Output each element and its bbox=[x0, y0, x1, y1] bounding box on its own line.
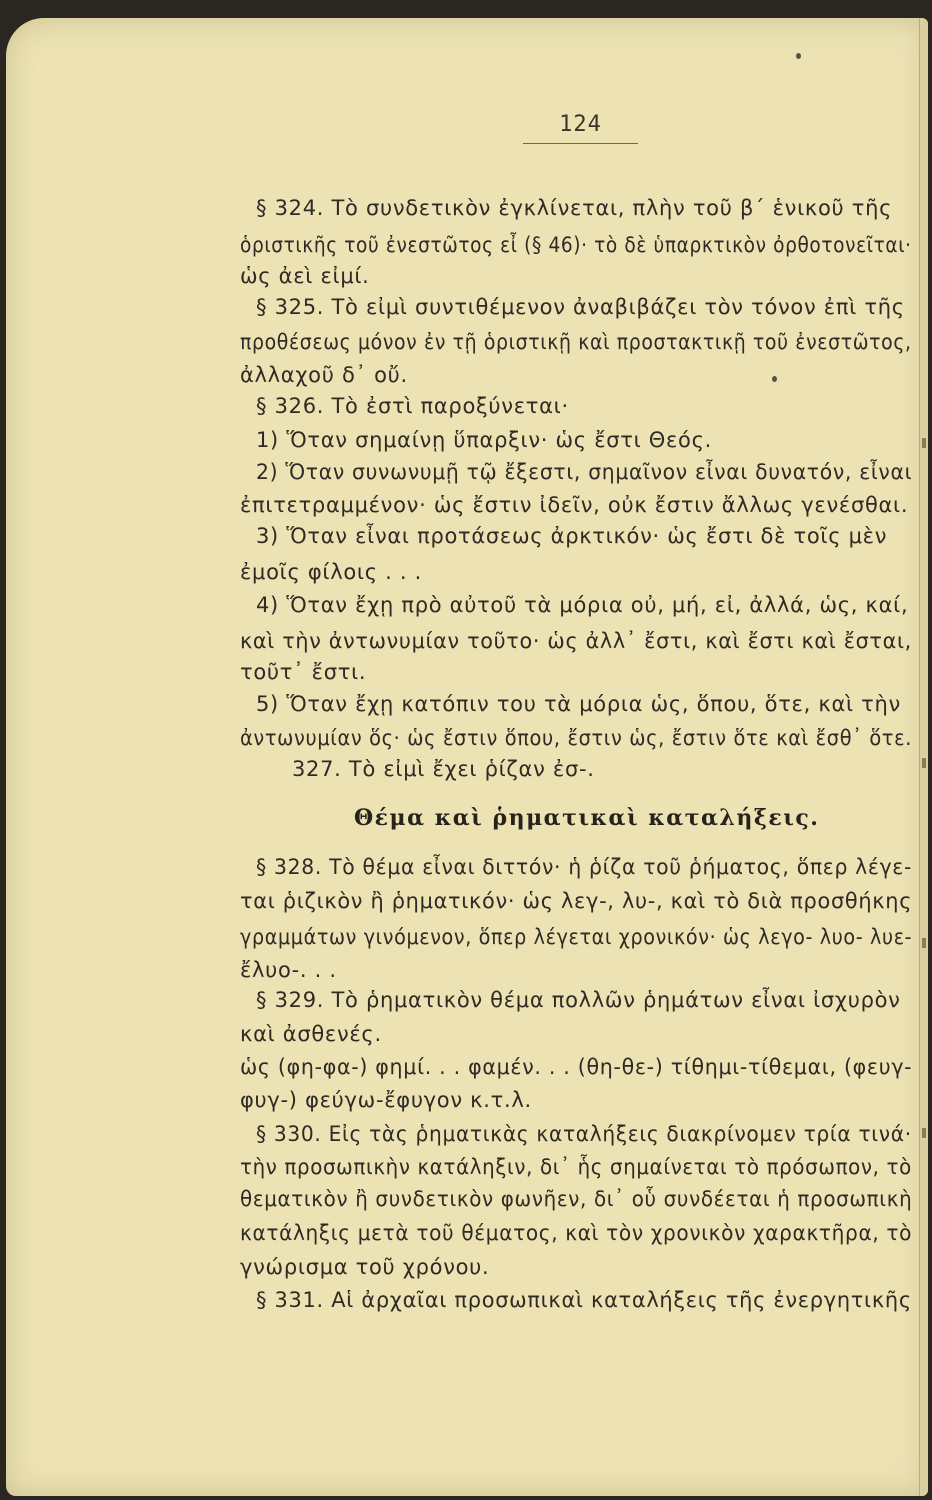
text-line: § 330. Εἰς τὰς ῥηματικὰς καταλήξεις διακρίνομεν τρία τινά· bbox=[256, 1122, 912, 1146]
text-line: ται ῥιζικὸν ἢ ῥηματικόν· ὡς λεγ-, λυ-, καὶ τὸ διὰ προσθήκης bbox=[240, 889, 913, 913]
text-line: 2) Ὅταν συνωνυμῇ τῷ ἔξεστι, σημαῖνον εἶναι δυνατόν, εἶναι bbox=[256, 460, 913, 484]
text-line: § 325. Τὸ εἰμὶ συντιθέμενον ἀναβιβάζει τὸν τόνον ἐπὶ τῆς bbox=[256, 295, 905, 319]
text-line: § 331. Αἱ ἀρχαῖαι προσωπικαὶ καταλήξεις τῆς ἐνεργητικῆς bbox=[256, 1288, 912, 1312]
text-line: κατάληξις μετὰ τοῦ θέματος, καὶ τὸν χρονικὸν χαρακτῆρα, τὸ bbox=[240, 1221, 913, 1245]
text-line: γνώρισμα τοῦ χρόνου. bbox=[240, 1255, 490, 1279]
margin-mark bbox=[922, 1128, 926, 1138]
text-line: ὁριστικῆς τοῦ ἐνεστῶτος εἶ (§ 46)· τὸ δὲ ὑπαρκτικὸν ὀρθοτονεῖται· bbox=[240, 233, 912, 257]
text-line: ἀντωνυμίαν ὅς· ὡς ἔστιν ὅπου, ἔστιν ὡς, ἔστιν ὅτε καὶ ἔσθ᾽ ὅτε. bbox=[240, 726, 913, 750]
margin-mark bbox=[922, 758, 926, 768]
ink-speck bbox=[772, 376, 777, 382]
text-line: ὡς (φη-φα-) φημί. . . φαμέν. . . (θη-θε-) τίθημι-τίθεμαι, (φευγ- bbox=[240, 1055, 913, 1079]
text-line: ἀλλαχοῦ δ᾽ οὔ. bbox=[240, 363, 408, 387]
text-line: 5) Ὅταν ἔχῃ κατόπιν του τὰ μόρια ὡς, ὅπου, ὅτε, καὶ τὴν bbox=[256, 692, 901, 716]
text-line: ἔλυο-. . . bbox=[240, 958, 337, 982]
text-line: τοῦτ᾽ ἔστι. bbox=[240, 660, 367, 684]
text-line: καὶ ἀσθενές. bbox=[240, 1022, 382, 1046]
text-line: προθέσεως μόνον ἐν τῇ ὁριστικῇ καὶ προστακτικῇ τοῦ ἐνεστῶτος, bbox=[240, 330, 912, 354]
text-line: ὡς ἀεὶ εἰμί. bbox=[240, 264, 370, 288]
text-line: § 324. Τὸ συνδετικὸν ἐγκλίνεται, πλὴν τοῦ β΄ ἑνικοῦ τῆς bbox=[256, 196, 893, 220]
page-number: 124 bbox=[559, 112, 602, 137]
text-line: § 328. Τὸ θέμα εἶναι διττόν· ἡ ῥίζα τοῦ ῥήματος, ὅπερ λέγε- bbox=[256, 855, 913, 879]
text-line: ἐπιτετραμμένον· ὡς ἔστιν ἰδεῖν, οὐκ ἔστιν ἄλλως γενέσθαι. bbox=[240, 493, 909, 517]
text-line: 4) Ὅταν ἔχῃ πρὸ αὐτοῦ τὰ μόρια οὐ, μή, εἰ, ἀλλά, ὡς, καί, bbox=[256, 593, 909, 617]
margin-mark bbox=[922, 938, 926, 948]
text-line: 1) Ὅταν σημαίνῃ ὕπαρξιν· ὡς ἔστι Θεός. bbox=[256, 428, 713, 452]
text-line: τὴν προσωπικὴν κατάληξιν, δι᾽ ἧς σημαίνεται τὸ πρόσωπον, τὸ bbox=[240, 1155, 912, 1179]
text-line: ἐμοῖς φίλοις . . . bbox=[240, 560, 422, 584]
text-line: φυγ-) φεύγω-ἔφυγον κ.τ.λ. bbox=[240, 1088, 532, 1112]
text-line: θεματικὸν ἢ συνδετικὸν φωνῆεν, δι᾽ οὗ συνδέεται ἡ προσωπικὴ bbox=[240, 1187, 913, 1211]
text-line: 327. Τὸ εἰμὶ ἔχει ῥίζαν ἐσ-. bbox=[292, 757, 595, 781]
ink-speck bbox=[796, 53, 801, 59]
text-line: 3) Ὅταν εἶναι προτάσεως ἀρκτικόν· ὡς ἔστι δὲ τοῖς μὲν bbox=[256, 524, 888, 548]
section-heading: Θέμα καὶ ῥηματικαὶ καταλήξεις. bbox=[354, 805, 820, 831]
margin-mark bbox=[922, 438, 926, 448]
text-line: § 326. Τὸ ἐστὶ παροξύνεται· bbox=[256, 394, 569, 418]
page-number-rule bbox=[523, 143, 638, 144]
text-line: § 329. Τὸ ῥηματικὸν θέμα πολλῶν ῥημάτων εἶναι ἰσχυρὸν bbox=[256, 988, 901, 1012]
text-line: καὶ τὴν ἀντωνυμίαν τοῦτο· ὡς ἀλλ᾽ ἔστι, καὶ ἔστι καὶ ἔσται, bbox=[240, 629, 912, 653]
text-line: γραμμάτων γινόμενον, ὅπερ λέγεται χρονικόν· ὡς λεγο- λυο- λυε- bbox=[240, 925, 913, 949]
page-edge bbox=[919, 18, 928, 1496]
